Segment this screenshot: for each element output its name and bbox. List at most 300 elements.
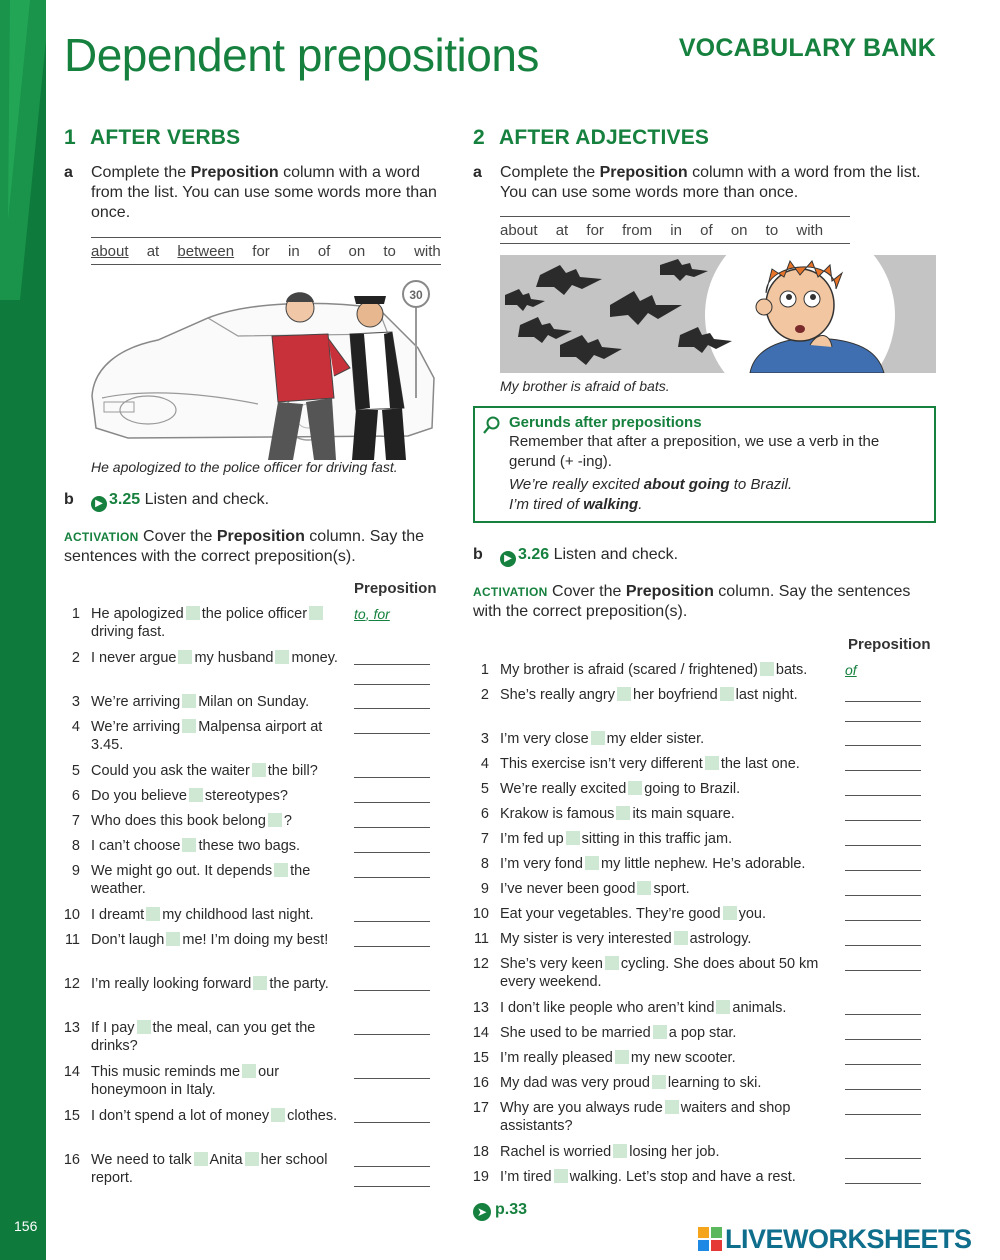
sentence-part: its main square. xyxy=(632,806,735,822)
item-sentence xyxy=(500,830,840,848)
answer-line[interactable] xyxy=(845,999,921,1015)
answer-gap[interactable] xyxy=(566,831,580,845)
sentence-part: This music reminds me xyxy=(91,1064,241,1080)
answer-line[interactable] xyxy=(354,812,430,828)
item-number: 8 xyxy=(480,856,489,872)
item-number: 9 xyxy=(71,863,80,879)
sentence-part: ? xyxy=(283,813,292,829)
sentence-part: Malpensa airport at 3.45. xyxy=(91,719,323,753)
audio-icon[interactable]: ▶ xyxy=(500,551,516,567)
sentence-part: the party. xyxy=(269,976,329,992)
example-answer-2: for xyxy=(373,606,390,622)
sentence-part: I’m very fond xyxy=(500,856,583,872)
activation-post: column. Say the sentences with the correct preposition(s). xyxy=(473,583,911,620)
activation-post: column. Say the sentences with the correct preposition(s). xyxy=(64,528,425,565)
item-number: 4 xyxy=(71,719,80,735)
speed-sign-label: 30 xyxy=(409,288,423,302)
page-reference-link[interactable] xyxy=(473,1201,527,1221)
sentence-part: We’re really excited xyxy=(500,781,627,797)
item-number: 12 xyxy=(472,956,489,972)
answer-line[interactable] xyxy=(354,931,430,947)
section2-instruction xyxy=(473,163,936,203)
item-number: 8 xyxy=(71,838,80,854)
answer-gap[interactable] xyxy=(166,932,180,946)
sentence-part: stereotypes? xyxy=(204,788,288,804)
activation-label: ACTIVATION xyxy=(473,585,548,599)
item-sentence xyxy=(91,812,345,830)
item-number: 6 xyxy=(480,806,489,822)
answer-gap[interactable] xyxy=(613,1144,627,1158)
answer-line[interactable] xyxy=(354,1019,430,1035)
section2-track: 3.26 xyxy=(518,546,550,563)
item-sentence xyxy=(91,931,345,949)
sentence-part: her boyfriend xyxy=(633,687,718,703)
answer-line[interactable] xyxy=(354,906,430,922)
answer-line[interactable] xyxy=(354,787,430,803)
answer-line[interactable] xyxy=(845,905,921,921)
gerund-title: Gerunds after prepositions xyxy=(509,414,702,431)
gerund-ex1-bold: about going xyxy=(643,476,730,493)
answer-gap[interactable] xyxy=(628,781,642,795)
item-number: 13 xyxy=(63,1020,80,1036)
sentence-part: I can’t choose xyxy=(91,838,181,854)
word-item: of xyxy=(700,222,713,239)
item-number: 12 xyxy=(63,976,80,992)
item-sentence xyxy=(91,1107,345,1125)
answer-gap[interactable] xyxy=(760,662,774,676)
answer-gap[interactable] xyxy=(554,1169,568,1183)
section2-instr-pre: Complete the xyxy=(500,164,600,181)
answer-gap[interactable] xyxy=(182,838,196,852)
item-number: 10 xyxy=(472,906,489,922)
sentence-part: waiters and shop assistants? xyxy=(500,1100,791,1134)
item-sentence xyxy=(500,880,840,898)
answer-gap[interactable] xyxy=(275,650,289,664)
sentence-part: I dreamt xyxy=(91,907,145,923)
example-answer: of xyxy=(845,662,857,678)
word-item: on xyxy=(730,222,748,239)
sentence-part: the police officer xyxy=(201,606,308,622)
arrow-left-icon: ➤ xyxy=(473,1203,491,1221)
sentence-part: Do you believe xyxy=(91,788,187,804)
item-sentence xyxy=(500,930,840,948)
word-item: at xyxy=(555,222,569,239)
gerund-example-1 xyxy=(509,475,924,495)
sentence-part: driving fast. xyxy=(91,624,166,640)
word-item: on xyxy=(348,243,366,260)
item-sentence xyxy=(91,787,345,805)
section2-letter-b: b xyxy=(473,546,483,563)
sentence-part: My brother is afraid (scared / frightened) xyxy=(500,662,758,678)
sentence-part: the meal, can you get the drinks? xyxy=(91,1020,316,1054)
sentence-part: I don’t spend a lot of money xyxy=(91,1108,270,1124)
answer-line[interactable] xyxy=(845,686,921,702)
sentence-part: Don’t laugh xyxy=(91,932,165,948)
sentence-part: We’re arriving xyxy=(91,719,181,735)
word-item: in xyxy=(670,222,682,239)
item-sentence xyxy=(91,693,345,711)
answer-line[interactable] xyxy=(845,830,921,846)
answer-gap[interactable] xyxy=(637,881,651,895)
gerund-ex2-pre: I’m tired of xyxy=(509,496,584,513)
answer-gap[interactable] xyxy=(268,813,282,827)
sentence-part: cycling. She does about 50 km every weekend. xyxy=(500,956,819,990)
answer-line[interactable] xyxy=(354,649,430,665)
sentence-part: Krakow is famous xyxy=(500,806,615,822)
item-number: 5 xyxy=(480,781,489,797)
item-sentence xyxy=(91,906,345,924)
answer-line[interactable] xyxy=(845,1049,921,1065)
sentence-part: the weather. xyxy=(91,863,311,897)
answer-gap[interactable] xyxy=(653,1025,667,1039)
answer-gap[interactable] xyxy=(720,687,734,701)
item-number: 10 xyxy=(63,907,80,923)
item-sentence xyxy=(500,1049,840,1067)
sentence-part: I’m very close xyxy=(500,731,589,747)
sentence-part: My dad was very proud xyxy=(500,1075,650,1091)
item-sentence xyxy=(500,1074,840,1092)
answer-line[interactable] xyxy=(354,1107,430,1123)
item-sentence xyxy=(500,686,840,704)
item-sentence xyxy=(91,762,345,780)
gerund-ex2-post: . xyxy=(638,496,643,513)
answer-line[interactable] xyxy=(354,693,430,709)
sentence-part: my new scooter. xyxy=(630,1050,736,1066)
activation-label: ACTIVATION xyxy=(64,530,139,544)
item-number: 16 xyxy=(63,1152,80,1168)
word-item: about xyxy=(91,243,129,260)
answer-line[interactable] xyxy=(845,930,921,946)
section1-number: 1 xyxy=(64,126,76,149)
sentence-part: the bill? xyxy=(267,763,318,779)
sentence-part: She’s very keen xyxy=(500,956,603,972)
word-item: of xyxy=(317,243,331,260)
gerund-text: Remember that after a preposition, we use a verb in the gerund (+ -ing). xyxy=(509,433,880,470)
answer-line[interactable] xyxy=(845,1143,921,1159)
sentence-part: her school report. xyxy=(91,1152,328,1186)
example-answer-1: to xyxy=(354,606,366,622)
section2-title: AFTER ADJECTIVES xyxy=(499,126,710,149)
answer-gap[interactable] xyxy=(591,731,605,745)
item-number: 1 xyxy=(71,606,80,622)
answer-gap[interactable] xyxy=(665,1100,679,1114)
section1-instr-pre: Complete the xyxy=(91,164,191,181)
section2-heading xyxy=(473,126,709,150)
sentence-part: We’re arriving xyxy=(91,694,181,710)
section1-preposition-header: Preposition xyxy=(354,580,437,597)
section2-instr-bold: Preposition xyxy=(599,164,688,181)
item-number: 4 xyxy=(480,756,489,772)
activation-pre: Cover the xyxy=(552,583,626,600)
section1-instr-bold: Preposition xyxy=(190,164,279,181)
word-item: between xyxy=(177,243,235,260)
page-reference-text: p.33 xyxy=(495,1201,528,1218)
page-title: Dependent prepositions xyxy=(64,29,539,81)
sentence-part: I’m really looking forward xyxy=(91,976,252,992)
item-sentence xyxy=(91,718,345,754)
sentence-part: We need to talk xyxy=(91,1152,192,1168)
answer-gap[interactable] xyxy=(182,719,196,733)
sentence-part: I’m fed up xyxy=(500,831,564,847)
section1-caption: He apologized to the police officer for driving fast. xyxy=(91,459,398,475)
sentence-part: animals. xyxy=(732,1000,787,1016)
answer-line[interactable] xyxy=(354,1063,430,1079)
logo-text: LIVEWORKSHEETS xyxy=(725,1224,972,1254)
activation-bold: Preposition xyxy=(625,583,714,600)
answer-gap[interactable] xyxy=(253,976,267,990)
item-number: 2 xyxy=(480,687,489,703)
section2-preposition-header: Preposition xyxy=(848,636,931,653)
item-number: 5 xyxy=(71,763,80,779)
section2-items xyxy=(469,661,939,1196)
sentence-part: I never argue xyxy=(91,650,177,666)
item-number: 3 xyxy=(71,694,80,710)
item-sentence xyxy=(91,1063,345,1099)
section2-number: 2 xyxy=(473,126,485,149)
sentence-part: a pop star. xyxy=(668,1025,737,1041)
sentence-part: the last one. xyxy=(720,756,800,772)
gerund-ex1-post: to Brazil. xyxy=(729,476,793,493)
answer-line[interactable] xyxy=(845,855,921,871)
sentence-part: Anita xyxy=(209,1152,243,1168)
liveworksheets-logo xyxy=(698,1224,972,1255)
word-item: for xyxy=(586,222,604,239)
answer-gap[interactable] xyxy=(242,1064,256,1078)
section2-caption: My brother is afraid of bats. xyxy=(500,378,670,394)
item-number: 1 xyxy=(480,662,489,678)
item-sentence xyxy=(500,855,840,873)
item-number: 17 xyxy=(472,1100,489,1116)
sentence-part: bats. xyxy=(775,662,808,678)
item-sentence xyxy=(500,755,840,773)
answer-gap[interactable] xyxy=(252,763,266,777)
sentence-part: my little nephew. He’s adorable. xyxy=(601,856,806,872)
sentence-part: my elder sister. xyxy=(606,731,705,747)
sentence-part: Milan on Sunday. xyxy=(198,694,310,710)
item-sentence xyxy=(91,975,345,993)
answer-line[interactable] xyxy=(845,780,921,796)
answer-line[interactable] xyxy=(845,1168,921,1184)
answer-gap[interactable] xyxy=(309,606,323,620)
section2-activation xyxy=(473,582,936,622)
gerund-tip-box xyxy=(473,406,936,523)
example-answer: to, for xyxy=(354,606,390,622)
word-item: in xyxy=(287,243,300,260)
sentence-part: My sister is very interested xyxy=(500,931,672,947)
item-number: 9 xyxy=(480,881,489,897)
sentence-part: going to Brazil. xyxy=(644,781,741,797)
answer-gap[interactable] xyxy=(617,687,631,701)
item-sentence xyxy=(91,1151,345,1187)
section2-instr-post: column with a word from the list. You can use some words more than once. xyxy=(500,164,921,201)
word-item: for xyxy=(252,243,270,260)
answer-line[interactable] xyxy=(354,1171,430,1187)
sentence-part: sitting in this traffic jam. xyxy=(581,831,733,847)
item-sentence xyxy=(500,999,840,1017)
magnifier-icon xyxy=(483,416,501,434)
section1-word-list xyxy=(91,237,441,265)
sentence-part: She’s really angry xyxy=(500,687,615,703)
sentence-part: losing her job. xyxy=(629,1144,720,1160)
answer-gap[interactable] xyxy=(716,1000,730,1014)
sidebar-decoration xyxy=(0,0,46,300)
section1-instr-post: column with a word from the list. You can use some words more than once. xyxy=(91,164,437,221)
answer-gap[interactable] xyxy=(616,806,630,820)
answer-line[interactable] xyxy=(845,1099,921,1115)
answer-gap[interactable] xyxy=(137,1020,151,1034)
item-sentence xyxy=(500,1024,840,1042)
sentence-part: Rachel is worried xyxy=(500,1144,612,1160)
item-number: 7 xyxy=(71,813,80,829)
item-sentence xyxy=(500,1168,840,1186)
answer-line[interactable] xyxy=(354,669,430,685)
item-sentence xyxy=(500,1143,840,1161)
word-item: to xyxy=(765,222,779,239)
answer-line[interactable] xyxy=(845,706,921,722)
gerund-example-2 xyxy=(509,495,924,515)
sentence-part: Who does this book belong xyxy=(91,813,266,829)
answer-line[interactable] xyxy=(354,762,430,778)
section2-listen xyxy=(473,546,678,567)
section1-listen xyxy=(64,491,269,512)
page-sidebar xyxy=(0,0,46,1260)
sentence-part: me! I’m doing my best! xyxy=(182,932,329,948)
item-sentence xyxy=(91,862,345,898)
police-illustration xyxy=(88,278,440,460)
item-number: 14 xyxy=(63,1064,80,1080)
section1-letter-b: b xyxy=(64,491,74,508)
answer-line[interactable] xyxy=(845,955,921,971)
sentence-part: money. xyxy=(291,650,338,666)
item-number: 2 xyxy=(71,650,80,666)
word-item: at xyxy=(146,243,160,260)
sentence-part: my childhood last night. xyxy=(162,907,314,923)
section1-track: 3.25 xyxy=(109,491,141,508)
section1-heading xyxy=(64,126,240,150)
item-number: 15 xyxy=(63,1108,80,1124)
sentence-part: you. xyxy=(738,906,767,922)
liveworksheets-logo-icon xyxy=(698,1227,722,1251)
activation-bold: Preposition xyxy=(216,528,305,545)
sentence-part: This exercise isn’t very different xyxy=(500,756,703,772)
answer-line[interactable] xyxy=(845,805,921,821)
answer-gap[interactable] xyxy=(178,650,192,664)
sentence-part: Could you ask the waiter xyxy=(91,763,250,779)
item-number: 16 xyxy=(472,1075,489,1091)
sentence-part: sport. xyxy=(653,881,690,897)
section1-activation xyxy=(64,527,444,567)
answer-gap[interactable] xyxy=(585,856,599,870)
answer-line[interactable] xyxy=(354,975,430,991)
word-item: from xyxy=(622,222,653,239)
item-sentence xyxy=(91,649,345,667)
word-item: about xyxy=(500,222,538,239)
gerund-ex2-bold: walking xyxy=(583,496,639,513)
section2-word-list xyxy=(500,216,850,244)
answer-line[interactable] xyxy=(845,880,921,896)
page-number: 156 xyxy=(14,1218,38,1234)
sentence-part: We might go out. It depends xyxy=(91,863,273,879)
item-number: 15 xyxy=(472,1050,489,1066)
bats-illustration xyxy=(500,255,936,373)
item-sentence xyxy=(500,805,840,823)
sentence-part: Eat your vegetables. They’re good xyxy=(500,906,721,922)
answer-gap[interactable] xyxy=(615,1050,629,1064)
item-sentence xyxy=(500,730,840,748)
item-sentence xyxy=(500,955,840,991)
item-sentence xyxy=(500,780,840,798)
sentence-part: If I pay xyxy=(91,1020,135,1036)
answer-line[interactable] xyxy=(354,718,430,734)
section1-letter-a: a xyxy=(64,164,73,181)
sentence-part: He apologized xyxy=(91,606,184,622)
answer-gap[interactable] xyxy=(652,1075,666,1089)
gerund-ex1-pre: We’re really excited xyxy=(509,476,644,493)
sentence-part: I’m really pleased xyxy=(500,1050,613,1066)
answer-gap[interactable] xyxy=(705,756,719,770)
item-sentence xyxy=(500,905,840,923)
item-number: 11 xyxy=(473,931,489,947)
answer-line[interactable] xyxy=(354,1151,430,1167)
item-number: 6 xyxy=(71,788,80,804)
answer-gap[interactable] xyxy=(182,694,196,708)
item-number: 19 xyxy=(472,1169,489,1185)
sentence-part: I don’t like people who aren’t kind xyxy=(500,1000,715,1016)
item-number: 7 xyxy=(480,831,489,847)
activation-pre: Cover the xyxy=(143,528,217,545)
audio-icon[interactable]: ▶ xyxy=(91,496,107,512)
sentence-part: these two bags. xyxy=(198,838,301,854)
answer-line[interactable] xyxy=(845,1024,921,1040)
vocabulary-bank-label: VOCABULARY BANK xyxy=(678,34,936,62)
sentence-part: learning to ski. xyxy=(667,1075,762,1091)
sentence-part: last night. xyxy=(735,687,798,703)
answer-gap[interactable] xyxy=(271,1108,285,1122)
section2-listen-text: Listen and check. xyxy=(553,546,679,563)
answer-line[interactable] xyxy=(354,862,430,878)
item-number: 18 xyxy=(472,1144,489,1160)
item-number: 3 xyxy=(480,731,489,747)
item-number: 11 xyxy=(64,932,80,948)
answer-gap[interactable] xyxy=(605,956,619,970)
item-sentence xyxy=(500,1099,840,1135)
item-sentence xyxy=(91,837,345,855)
word-item: to xyxy=(383,243,396,260)
answer-line[interactable] xyxy=(845,1074,921,1090)
item-sentence xyxy=(91,1019,345,1055)
answer-gap[interactable] xyxy=(245,1152,259,1166)
answer-gap[interactable] xyxy=(189,788,203,802)
answer-line[interactable] xyxy=(845,730,921,746)
answer-gap[interactable] xyxy=(186,606,200,620)
answer-line[interactable] xyxy=(354,837,430,853)
item-number: 13 xyxy=(472,1000,489,1016)
sentence-part: Why are you always rude xyxy=(500,1100,663,1116)
sentence-part: astrology. xyxy=(689,931,752,947)
word-item: with xyxy=(414,243,441,260)
item-number: 14 xyxy=(472,1025,489,1041)
section1-title: AFTER VERBS xyxy=(90,126,241,149)
answer-gap[interactable] xyxy=(194,1152,208,1166)
answer-gap[interactable] xyxy=(723,906,737,920)
answer-gap[interactable] xyxy=(674,931,688,945)
answer-line[interactable] xyxy=(845,755,921,771)
item-sentence xyxy=(91,605,345,641)
sentence-part: walking. Let’s stop and have a rest. xyxy=(569,1169,796,1185)
answer-gap[interactable] xyxy=(274,863,288,877)
answer-gap[interactable] xyxy=(146,907,160,921)
sentence-part: my husband xyxy=(194,650,274,666)
